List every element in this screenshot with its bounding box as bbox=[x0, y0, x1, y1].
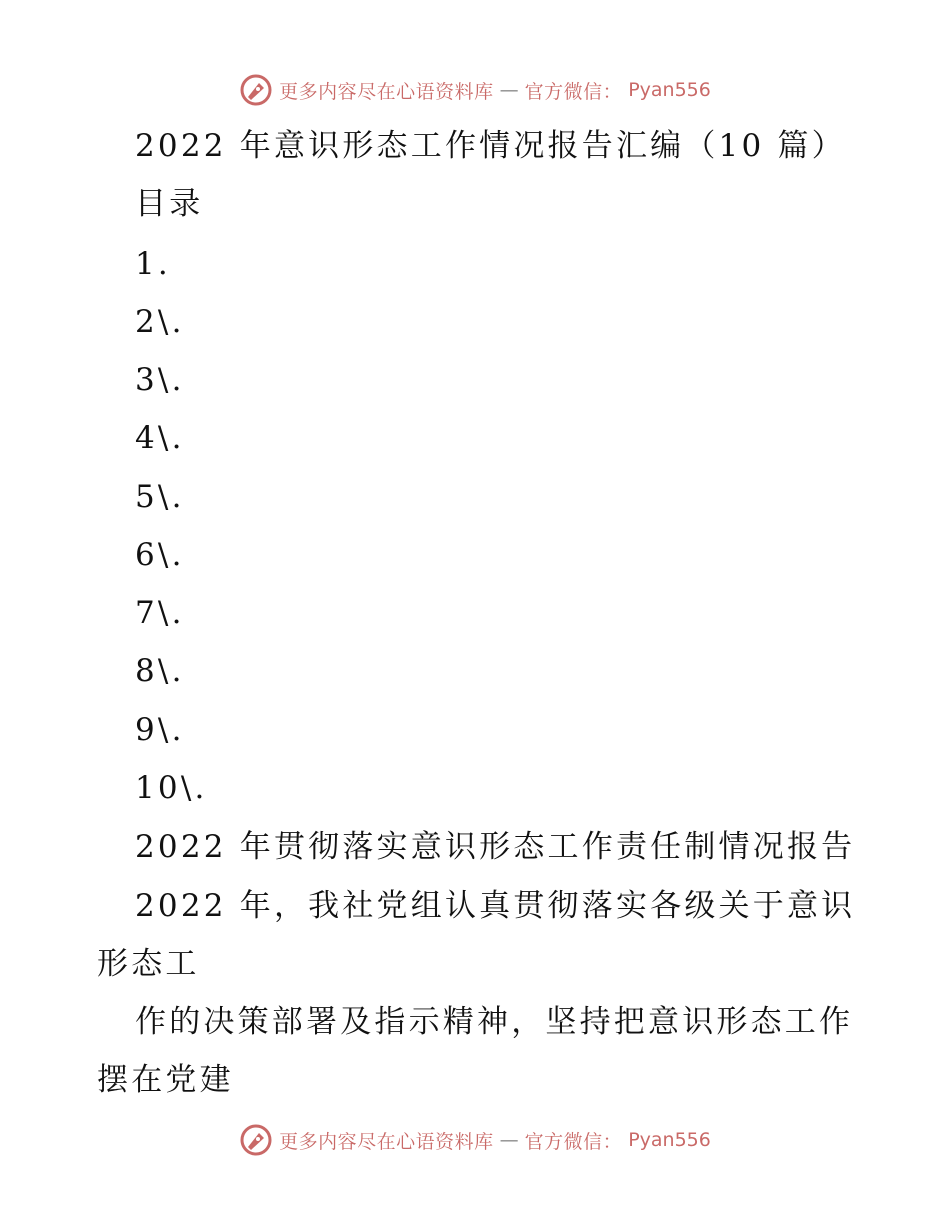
toc-item-3: 3\. bbox=[135, 362, 185, 398]
watermark-label: 官方微信： bbox=[524, 1130, 623, 1153]
paragraph-1-line-1: 2022 年，我社党组认真贯彻落实各级关于意识 bbox=[135, 888, 856, 924]
watermark-handle: Pyan556 bbox=[628, 79, 711, 101]
pen-nib-logo-icon bbox=[239, 73, 273, 107]
watermark-separator: — bbox=[499, 1129, 519, 1151]
toc-item-9: 9\. bbox=[135, 712, 185, 748]
toc-item-6: 6\. bbox=[135, 537, 185, 573]
watermark-text: 更多内容尽在心语资料库 bbox=[279, 80, 494, 103]
watermark-separator: — bbox=[499, 79, 519, 101]
paragraph-1-line-2: 形态工 bbox=[97, 946, 200, 982]
toc-item-8: 8\. bbox=[135, 653, 185, 689]
toc-heading: 目录 bbox=[135, 186, 204, 222]
toc-item-1: 1. bbox=[135, 246, 171, 282]
watermark-text: 更多内容尽在心语资料库 bbox=[279, 1130, 494, 1153]
toc-item-5: 5\. bbox=[135, 479, 185, 515]
toc-item-4: 4\. bbox=[135, 420, 185, 456]
watermark-handle: Pyan556 bbox=[628, 1129, 711, 1151]
footer-watermark bbox=[0, 1120, 950, 1160]
pen-nib-logo-icon bbox=[239, 1123, 273, 1157]
toc-item-10: 10\. bbox=[135, 770, 208, 806]
document-title: 2022 年意识形态工作情况报告汇编（10 篇） bbox=[135, 128, 846, 164]
paragraph-2-line-2: 摆在党建 bbox=[97, 1062, 234, 1098]
watermark-label: 官方微信： bbox=[524, 80, 623, 103]
section-title: 2022 年贯彻落实意识形态工作责任制情况报告 bbox=[135, 829, 856, 865]
toc-item-7: 7\. bbox=[135, 595, 185, 631]
header-watermark bbox=[0, 70, 950, 110]
toc-item-2: 2\. bbox=[135, 304, 185, 340]
paragraph-2-line-1: 作的决策部署及指示精神，坚持把意识形态工作 bbox=[135, 1004, 854, 1040]
